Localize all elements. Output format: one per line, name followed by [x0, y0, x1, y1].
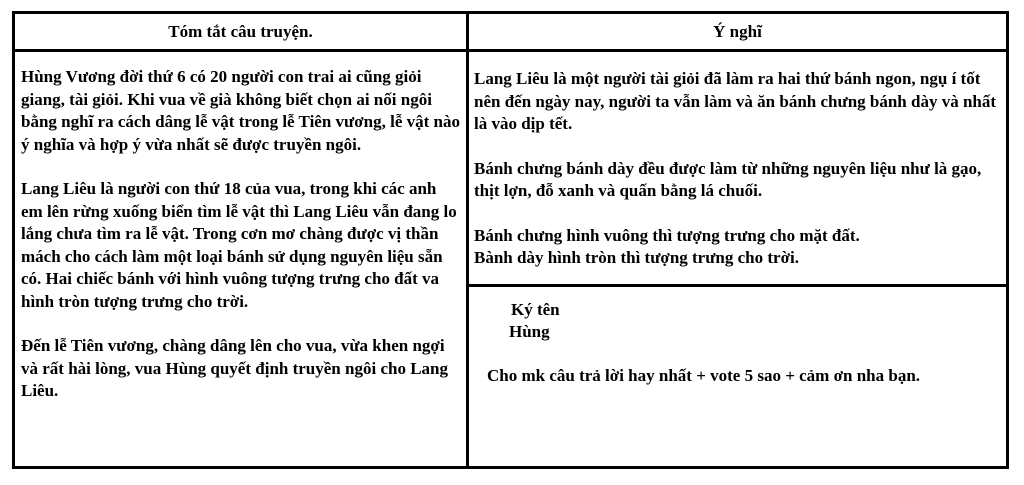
- meaning-paragraph: Bánh chưng hình vuông thì tượng trưng cho mặt đất.: [474, 225, 860, 245]
- closing-note: Cho mk câu trả lời hay nhất + vote 5 sao + cảm ơn nha bạn.: [487, 366, 921, 385]
- summary-paragraph: Đến lễ Tiên vương, chàng dâng lên cho vua, vừa khen ngợi và rất hài lòng, vua Hùng quyết định truyền ngôi cho Lang Liêu.: [21, 336, 448, 400]
- column-divider: [466, 11, 469, 469]
- signature-label: Ký tên: [511, 300, 560, 319]
- header-divider: [12, 49, 1009, 52]
- meaning-paragraph: Bành dày hình tròn thì tượng trưng cho trời.: [474, 248, 799, 267]
- summary-header: Tóm tắt câu truyện.: [168, 21, 313, 41]
- meaning-cell: [474, 68, 1004, 270]
- meaning-paragraph: Bánh chưng bánh dày đều được làm từ những nguyên liệu như là gạo, thịt lợn, đỗ xanh và quấn bằng lá chuối.: [474, 158, 982, 200]
- signature-name: Hùng: [509, 322, 550, 341]
- right-cell-divider: [466, 284, 1009, 287]
- meaning-paragraph: Lang Liêu là một người tài giỏi đã làm ra hai thứ bánh ngon, ngụ í tốt nên đến ngày nay, người ta vẫn làm và ăn bánh chưng bánh dày và nhất là vào dịp tết.: [474, 69, 997, 133]
- signature-block: [509, 299, 560, 343]
- summary-paragraph: Hùng Vương đời thứ 6 có 20 người con trai ai cũng giỏi giang, tài giỏi. Khi vua về già không biết chọn ai nối ngôi bằng nghĩ ra cách dâng lễ vật trong lễ Tiên vương, lễ vật nào ý nghĩa và hợp ý vừa nhất sẽ được truyền ngôi.: [21, 67, 460, 154]
- summary-paragraph: Lang Liêu là người con thứ 18 của vua, trong khi các anh em lên rừng xuống biển tìm lễ vật thì Lang Liêu vẫn đang lo lắng chưa tìm ra lễ vật. Trong cơn mơ chàng được vị thần mách cho cách làm một loại bánh sử dụng nguyên liệu sẵn có. Hai chiếc bánh với hình vuông tượng trưng cho đất va hình tròn tượng trưng cho trời.: [21, 179, 457, 311]
- meaning-header: Ý nghĩ: [713, 21, 762, 41]
- summary-cell: [21, 66, 461, 403]
